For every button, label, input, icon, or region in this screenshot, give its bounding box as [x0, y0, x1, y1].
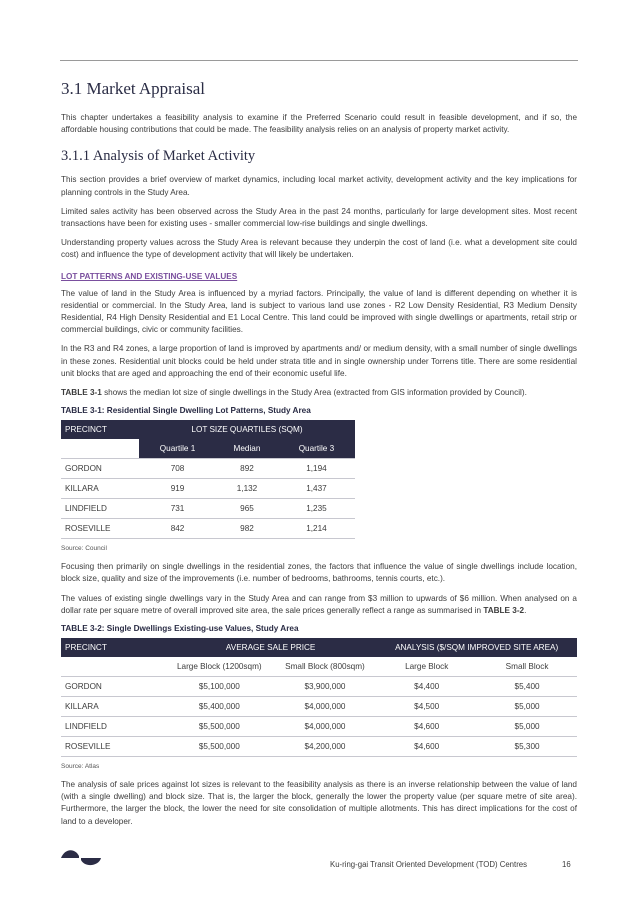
table-2-group-header-price: AVERAGE SALE PRICE — [165, 638, 376, 657]
top-rule — [60, 60, 578, 61]
table-row — [61, 519, 355, 539]
table-row — [61, 499, 355, 519]
paragraph-r3-r4-zones: In the R3 and R4 zones, a large proportion of land is improved by apartments and/ or medium density, with a small number of single dwellings in these zones. Residential unit blocks could be held under strata title and in single ownership under Torrens title. There are some residential unit blocks that are aged and approaching the end of their economic useful life. — [61, 344, 577, 378]
value-cell: 1,235 — [278, 499, 355, 519]
table-3-2-reference: TABLE 3-2 — [483, 605, 525, 615]
brand-logo-icon — [59, 846, 103, 868]
table-row — [61, 737, 577, 757]
value-cell: $5,400,000 — [165, 697, 274, 717]
precinct-cell: GORDON — [61, 459, 139, 479]
table-2-group-header-analysis: ANALYSIS ($/SQM IMPROVED SITE AREA) — [376, 638, 577, 657]
table-1-subheader-q3: Quartile 3 — [278, 439, 355, 459]
value-cell: $4,000,000 — [274, 717, 377, 737]
value-cell: $5,100,000 — [165, 677, 274, 697]
value-cell: $3,900,000 — [274, 677, 377, 697]
paragraph-single-dwellings: Focusing then primarily on single dwellings in the residential zones, the factors that influence the value of single dwellings include location, block size, quality and size of the improvements (i.e. number of bedrooms, bathrooms, tennis courts, etc.). — [61, 562, 577, 584]
page-number: 16 — [562, 860, 571, 869]
table-2-subheader-small-block-rate: Small Block — [477, 657, 577, 677]
table-1-subheader-median: Median — [216, 439, 278, 459]
value-cell: 982 — [216, 519, 278, 539]
paragraph-dwelling-values — [61, 593, 577, 617]
table-row — [61, 717, 577, 737]
table-2-subheader-large-block-rate: Large Block — [376, 657, 477, 677]
value-cell: $5,300 — [477, 737, 577, 757]
table-1-source: Source: Council — [61, 545, 107, 553]
value-cell: 1,194 — [278, 459, 355, 479]
table-2-source: Source: Atlas — [61, 763, 100, 771]
value-cell: 731 — [139, 499, 216, 519]
intro-paragraph: This chapter undertakes a feasibility analysis to examine if the Preferred Scenario could result in feasible development, and if so, the affordable housing contributions that could be made. The feasibility analysis relies on an analysis of property market activity. — [61, 113, 577, 135]
table-1-blank-subheader — [61, 439, 139, 459]
table-2-precinct-header: PRECINCT — [61, 638, 165, 657]
table-ref-text: shows the median lot size of single dwellings in the Study Area (extracted from GIS information provided by Council). — [101, 388, 527, 398]
table-2-subheader-small-block-price: Small Block (800sqm) — [274, 657, 377, 677]
document-body — [61, 78, 577, 835]
value-cell: 1,437 — [278, 479, 355, 499]
value-cell: 892 — [216, 459, 278, 479]
value-cell: $4,600 — [376, 717, 477, 737]
dwelling-values-table — [61, 638, 577, 757]
table-row — [61, 479, 355, 499]
precinct-cell: ROSEVILLE — [61, 737, 165, 757]
precinct-cell: GORDON — [61, 677, 165, 697]
paragraph-sales-activity: Limited sales activity has been observed across the Study Area in the past 24 months, particularly for large development sites. Most recent transactions have been for existing uses - smaller commercial low-rise buildings and single dwellings. — [61, 206, 577, 229]
table-2-subheader-large-block-price: Large Block (1200sqm) — [165, 657, 274, 677]
table-1-group-header: LOT SIZE QUARTILES (SQM) — [139, 420, 355, 439]
table-row — [61, 459, 355, 479]
table-1-precinct-header: PRECINCT — [61, 420, 139, 439]
section-heading: 3.1 Market Appraisal — [61, 79, 205, 98]
precinct-cell: ROSEVILLE — [61, 519, 139, 539]
precinct-cell: KILLARA — [61, 697, 165, 717]
table-2-caption: TABLE 3-2: Single Dwellings Existing-use Values, Study Area — [61, 624, 299, 634]
table-3-1-reference: TABLE 3-1 — [61, 388, 102, 398]
value-cell: $4,000,000 — [274, 697, 377, 717]
precinct-cell: KILLARA — [61, 479, 139, 499]
table-row — [61, 677, 577, 697]
value-cell: $4,600 — [376, 737, 477, 757]
value-cell: 1,132 — [216, 479, 278, 499]
paragraph-inverse-relationship: The analysis of sale prices against lot sizes is relevant to the feasibility analysis as there is an inverse relationship between the value of land (with a single dwelling) and block size. That is, the larger the block, generally the lower the property value (per square metre of site area). Furthermore, the larger the block, the lower the need for site consolidation of multiple allotments. This has direct implications for the cost of land to a developer. — [61, 780, 577, 826]
value-cell: $4,500 — [376, 697, 477, 717]
table-1-subheader-q1: Quartile 1 — [139, 439, 216, 459]
lot-patterns-subheading: LOT PATTERNS AND EXISTING-USE VALUES — [61, 271, 238, 281]
lot-size-table — [61, 420, 355, 539]
table-row — [61, 697, 577, 717]
value-cell: $4,400 — [376, 677, 477, 697]
footer-title: Ku-ring-gai Transit Oriented Development (TOD) Centres — [330, 860, 528, 869]
dwelling-values-end: . — [524, 605, 527, 615]
paragraph-table-ref — [61, 387, 577, 399]
subsection-heading: 3.1.1 Analysis of Market Activity — [61, 148, 256, 165]
value-cell: $5,000 — [477, 717, 577, 737]
value-cell: $5,500,000 — [165, 717, 274, 737]
table-2-blank-subheader — [61, 657, 165, 677]
value-cell: 1,214 — [278, 519, 355, 539]
value-cell: $4,200,000 — [274, 737, 377, 757]
value-cell: $5,500,000 — [165, 737, 274, 757]
paragraph-land-value: The value of land in the Study Area is influenced by a myriad factors. Principally, the value of land is different depending on whether it is residential or commercial. In the Study Area, land is subject to various land use zones - R2 Low Density Residential, R3 Medium Density Residential, R4 High Density Residential and E1 Local Centre. This land could be improved with single dwellings or apartments, retail strip or commercial buildings, civic or community facilities. — [61, 288, 577, 335]
value-cell: $5,400 — [477, 677, 577, 697]
dwelling-values-text: The values of existing single dwellings vary in the Study Area and can range from $3 million to upwards of $6 million. When analysed on a dollar rate per square metre of overall improved site area, the sale prices generally reflect a range as summarised in — [61, 593, 577, 615]
value-cell: $5,000 — [477, 697, 577, 717]
paragraph-property-values: Understanding property values across the Study Area is relevant because they underpin the cost of land (i.e. what a development site could cost) and influence the type of development activity that will likely be undertaken. — [61, 238, 577, 260]
value-cell: 708 — [139, 459, 216, 479]
precinct-cell: LINDFIELD — [61, 499, 139, 519]
table-1-caption: TABLE 3-1: Residential Single Dwelling Lot Patterns, Study Area — [61, 406, 311, 416]
value-cell: 842 — [139, 519, 216, 539]
precinct-cell: LINDFIELD — [61, 717, 165, 737]
value-cell: 919 — [139, 479, 216, 499]
value-cell: 965 — [216, 499, 278, 519]
paragraph-overview: This section provides a brief overview of market dynamics, including local market activity, development activity and the key implications for planning controls in the Study Area. — [61, 175, 577, 197]
